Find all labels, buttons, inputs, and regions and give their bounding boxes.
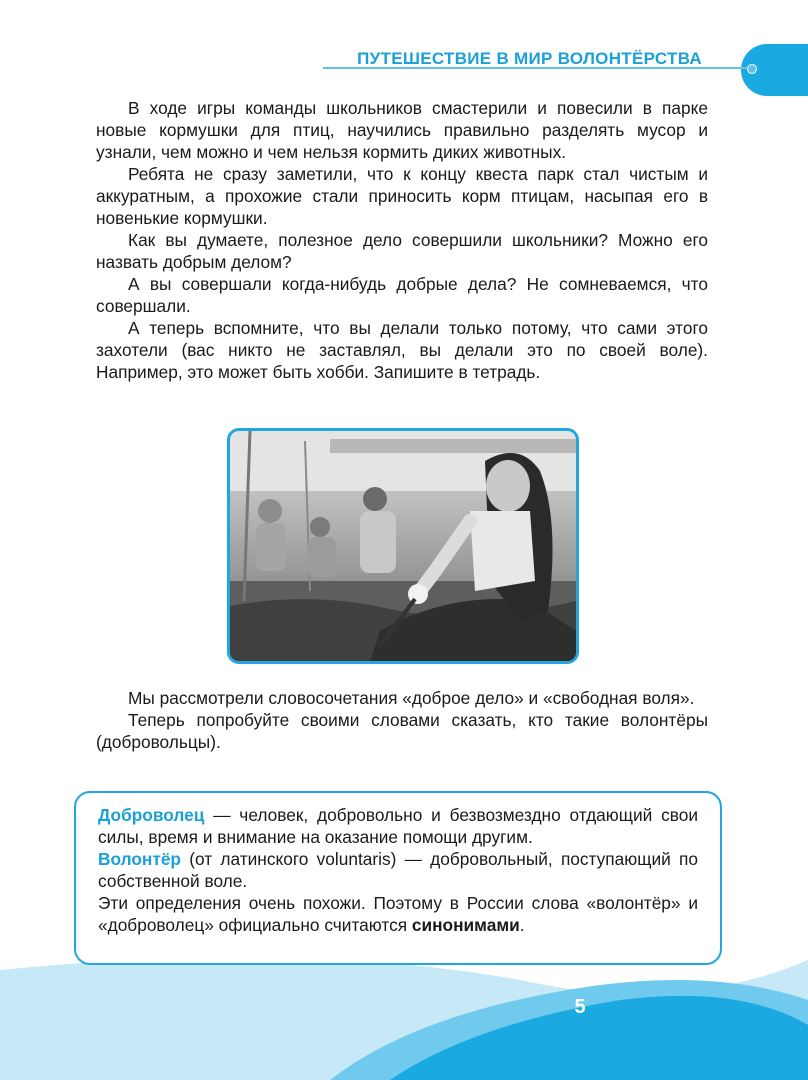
- photo-children-planting: [227, 428, 579, 664]
- paragraph: Как вы думаете, полезное дело совершили школьники? Можно его назвать добрым делом?: [96, 230, 708, 272]
- conclusion-text: Эти определения очень похожи. Поэтому в России слова «волонтёр» и «доброволец» официально считаются: [98, 893, 698, 935]
- paragraph: Мы рассмотрели словосочетания «доброе дело» и «свободная воля».: [128, 688, 695, 708]
- definition-box: [74, 791, 722, 965]
- header-dot-decoration: [747, 64, 757, 74]
- definition-conclusion: [98, 892, 698, 936]
- definition-volunteer-ru: [98, 804, 698, 848]
- definition-text: — человек, добровольно и безвозмездно отдающий свои силы, время и внимание на оказание помощи другим.: [98, 805, 698, 847]
- definition-volunteer-lat: [98, 848, 698, 892]
- paragraph: В ходе игры команды школьников смастерили и повесили в парке новые кормушки для птиц, научились правильно разделять мусор и узнали, чем можно и чем нельзя кормить диких животных.: [96, 98, 708, 162]
- paragraph: А теперь вспомните, что вы делали только потому, что сами этого захотели (вас никто не заставлял, вы делали это по своей воле). Например, это может быть хобби. Запишите в тетрадь.: [96, 318, 708, 382]
- middle-text-block: [96, 687, 708, 753]
- term-volunteer: Волонтёр: [98, 849, 181, 869]
- term-dobrovolets: Доброволец: [98, 805, 205, 825]
- paragraph: А вы совершали когда-нибудь добрые дела? Не сомневаемся, что совершали.: [96, 274, 708, 316]
- conclusion-end: .: [519, 915, 525, 935]
- paragraph: Теперь попробуйте своими словами сказать, кто такие волонтёры (добровольцы).: [96, 710, 708, 752]
- conclusion-bold-word: синонимами: [411, 915, 520, 935]
- page-number: 5: [574, 996, 586, 1018]
- photo-illustration-icon: [230, 431, 576, 661]
- paragraph: Ребята не сразу заметили, что к концу квеста парк стал чистым и аккуратным, а прохожие стали приносить корм птицам, насыпая его в новенькие кормушки.: [96, 164, 708, 228]
- definition-text: (от латинского voluntaris) — добровольный, поступающий по собственной воле.: [98, 849, 698, 891]
- main-text-block: [96, 97, 708, 383]
- page-header-title: ПУТЕШЕСТВИЕ В МИР ВОЛОНТЁРСТВА: [357, 49, 702, 68]
